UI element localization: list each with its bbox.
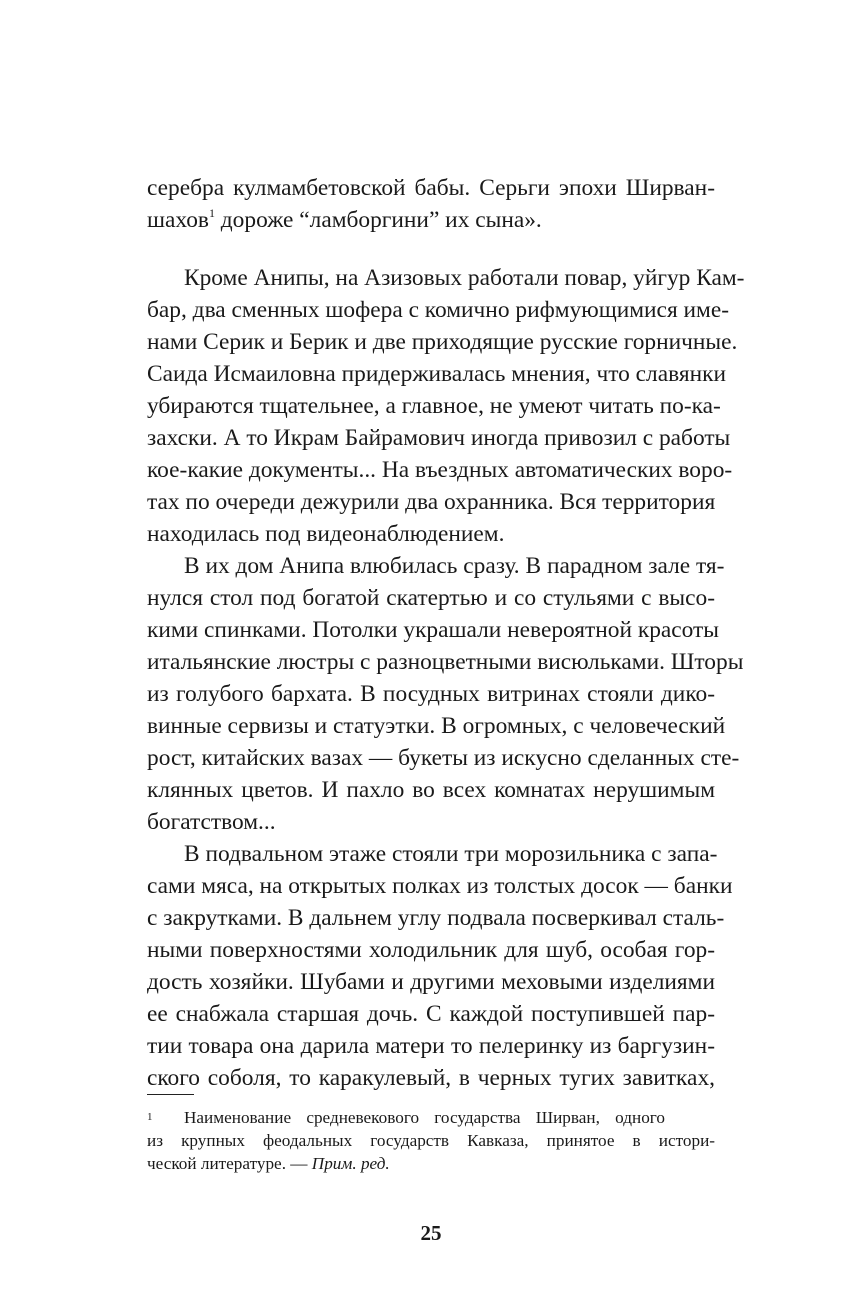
text-line: нами Серик и Берик и две приходящие русские горничные. (147, 329, 738, 355)
text-line (147, 204, 715, 236)
footnote-marker: 1 (147, 1111, 153, 1123)
footnote-line: из крупных феодальных государств Кавказа, принятое в истори- (147, 1131, 715, 1150)
text-line: Кроме Анипы, на Азизовых работали повар, уйгур Кам- (184, 265, 745, 291)
text-line: тии товара она дарила матери то пелеринку из баргузин- (147, 1033, 715, 1059)
text-line: кими спинками. Потолки украшали невероятной красоты (147, 617, 719, 643)
footnote-line: Наименование средневекового государства Ширван, одного (184, 1108, 665, 1127)
text-line: с закрутками. В дальнем углу подвала посверкивал сталь- (147, 905, 725, 931)
text-line: Саида Исмаиловна придерживалась мнения, что славянки (147, 361, 727, 387)
text-line: дость хозяйки. Шубами и другими меховыми изделиями (147, 969, 715, 995)
book-page (147, 0, 745, 1299)
text-fragment: дороже “ламборгини” их сына». (214, 207, 542, 233)
footnote-text: ческой литературе. — (147, 1154, 312, 1173)
text-line: кое-какие документы... На въездных автоматических воро- (147, 457, 733, 483)
text-line: тах по очереди дежурили два охранника. Вся территория (147, 489, 716, 515)
text-line: итальянские люстры с разноцветными висюльками. Шторы (147, 649, 744, 675)
text-line: захски. А то Икрам Байрамович иногда привозил с работы (147, 425, 731, 451)
text-line: В подвальном этаже стояли три морозильника с запа- (184, 841, 718, 867)
text-line: ского соболя, то каракулевый, в черных тугих завитках, (147, 1065, 715, 1091)
text-line: богатством... (147, 809, 276, 835)
text-line: бар, два сменных шофера с комично рифмующимися име- (147, 297, 730, 323)
text-line: серебра кулмамбетовской бабы. Серьги эпохи Ширван- (147, 175, 715, 201)
text-line: находилась под видеонаблюдением. (147, 521, 505, 547)
footnote-reference[interactable]: 1 (208, 206, 215, 220)
text-line: ными поверхностями холодильник для шуб, особая гор- (147, 937, 715, 963)
text-fragment: шахов (147, 207, 209, 233)
editor-note: Прим. ред. (311, 1154, 390, 1173)
text-line: убираются тщательнее, а главное, не умеют читать по-ка- (147, 393, 721, 419)
text-line: ее снабжала старшая дочь. С каждой поступившей пар- (147, 1001, 715, 1027)
text-line: нулся стол под богатой скатертью и со стульями с высо- (147, 585, 715, 611)
text-line: сами мяса, на открытых полках из толстых досок — банки (147, 873, 733, 899)
text-line: В их дом Анипа влюбилась сразу. В парадном зале тя- (184, 553, 725, 579)
text-line: из голубого бархата. В посудных витринах стояли дико- (147, 681, 715, 707)
text-line: рост, китайских вазах — букеты из искусно сделанных сте- (147, 745, 740, 771)
text-line: винные сервизы и статуэтки. В огромных, с человеческий (147, 713, 726, 739)
page-number: 25 (420, 1221, 442, 1245)
text-line: клянных цветов. И пахло во всех комнатах нерушимым (147, 777, 715, 803)
